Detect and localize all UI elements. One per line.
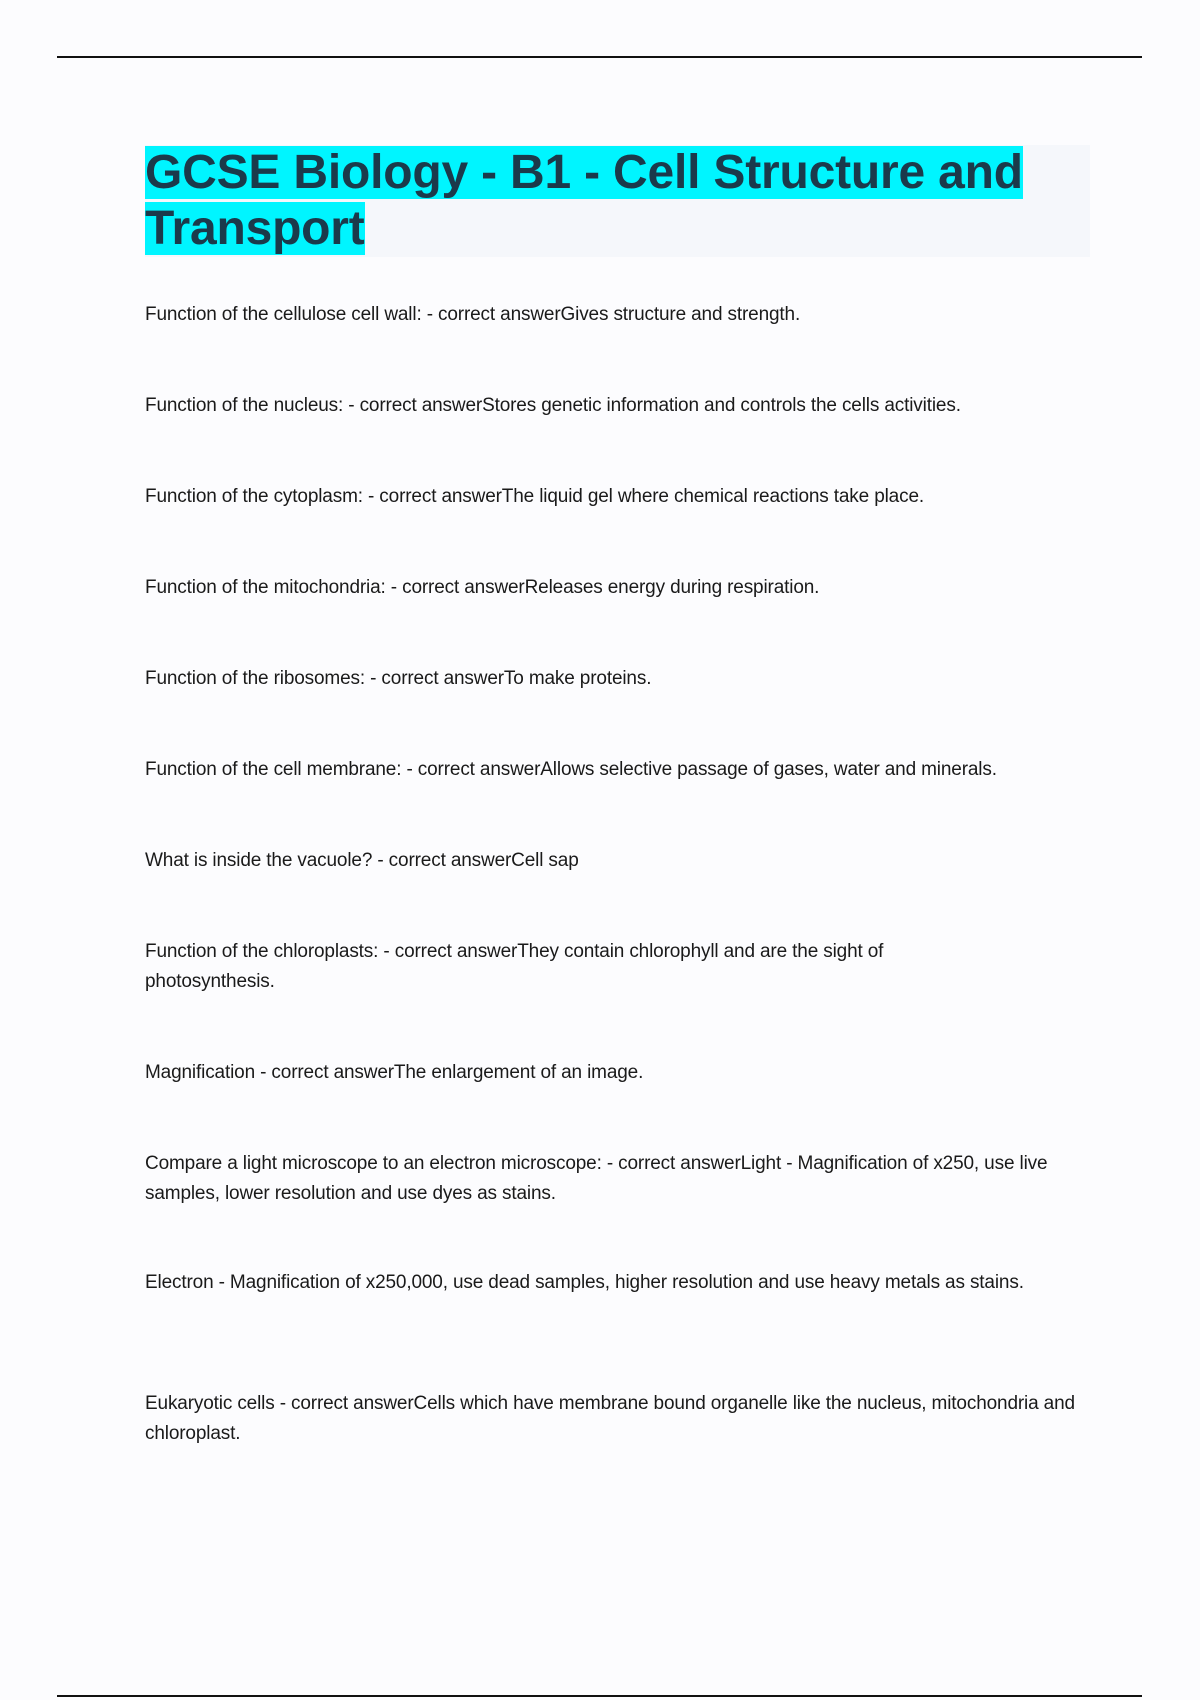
qa-item: Function of the nucleus: - correct answerStores genetic information and controls the cells activities.	[145, 395, 961, 416]
qa-item: What is inside the vacuole? - correct answerCell sap	[145, 850, 579, 871]
document-title	[145, 145, 1045, 257]
qa-item: Function of the chloroplasts: - correct answerThey contain chlorophyll and are the sight of photosynthesis.	[145, 941, 884, 992]
qa-item: Compare a light microscope to an electron microscope: - correct answerLight - Magnification of x250, use live samples, lower resolution and use dyes as stains.	[145, 1153, 1048, 1204]
qa-item: Magnification - correct answerThe enlargement of an image.	[145, 1062, 644, 1083]
qa-item: Function of the cellulose cell wall: - correct answerGives structure and strength.	[145, 304, 801, 325]
qa-item: Function of the cytoplasm: - correct answerThe liquid gel where chemical reactions take place.	[145, 486, 924, 507]
bottom-rule	[57, 1695, 1142, 1697]
document-title-text: GCSE Biology - B1 - Cell Structure and Transport	[145, 146, 1023, 255]
qa-item: Electron - Magnification of x250,000, use dead samples, higher resolution and use heavy metals as stains.	[145, 1272, 1024, 1293]
top-rule	[57, 56, 1142, 58]
qa-item: Function of the cell membrane: - correct answerAllows selective passage of gases, water and minerals.	[145, 759, 997, 780]
qa-item: Function of the mitochondria: - correct answerReleases energy during respiration.	[145, 577, 820, 598]
qa-item: Function of the ribosomes: - correct answerTo make proteins.	[145, 668, 652, 689]
qa-item: Eukaryotic cells - correct answerCells which have membrane bound organelle like the nucleus, mitochondria and chloroplast.	[145, 1393, 1075, 1444]
